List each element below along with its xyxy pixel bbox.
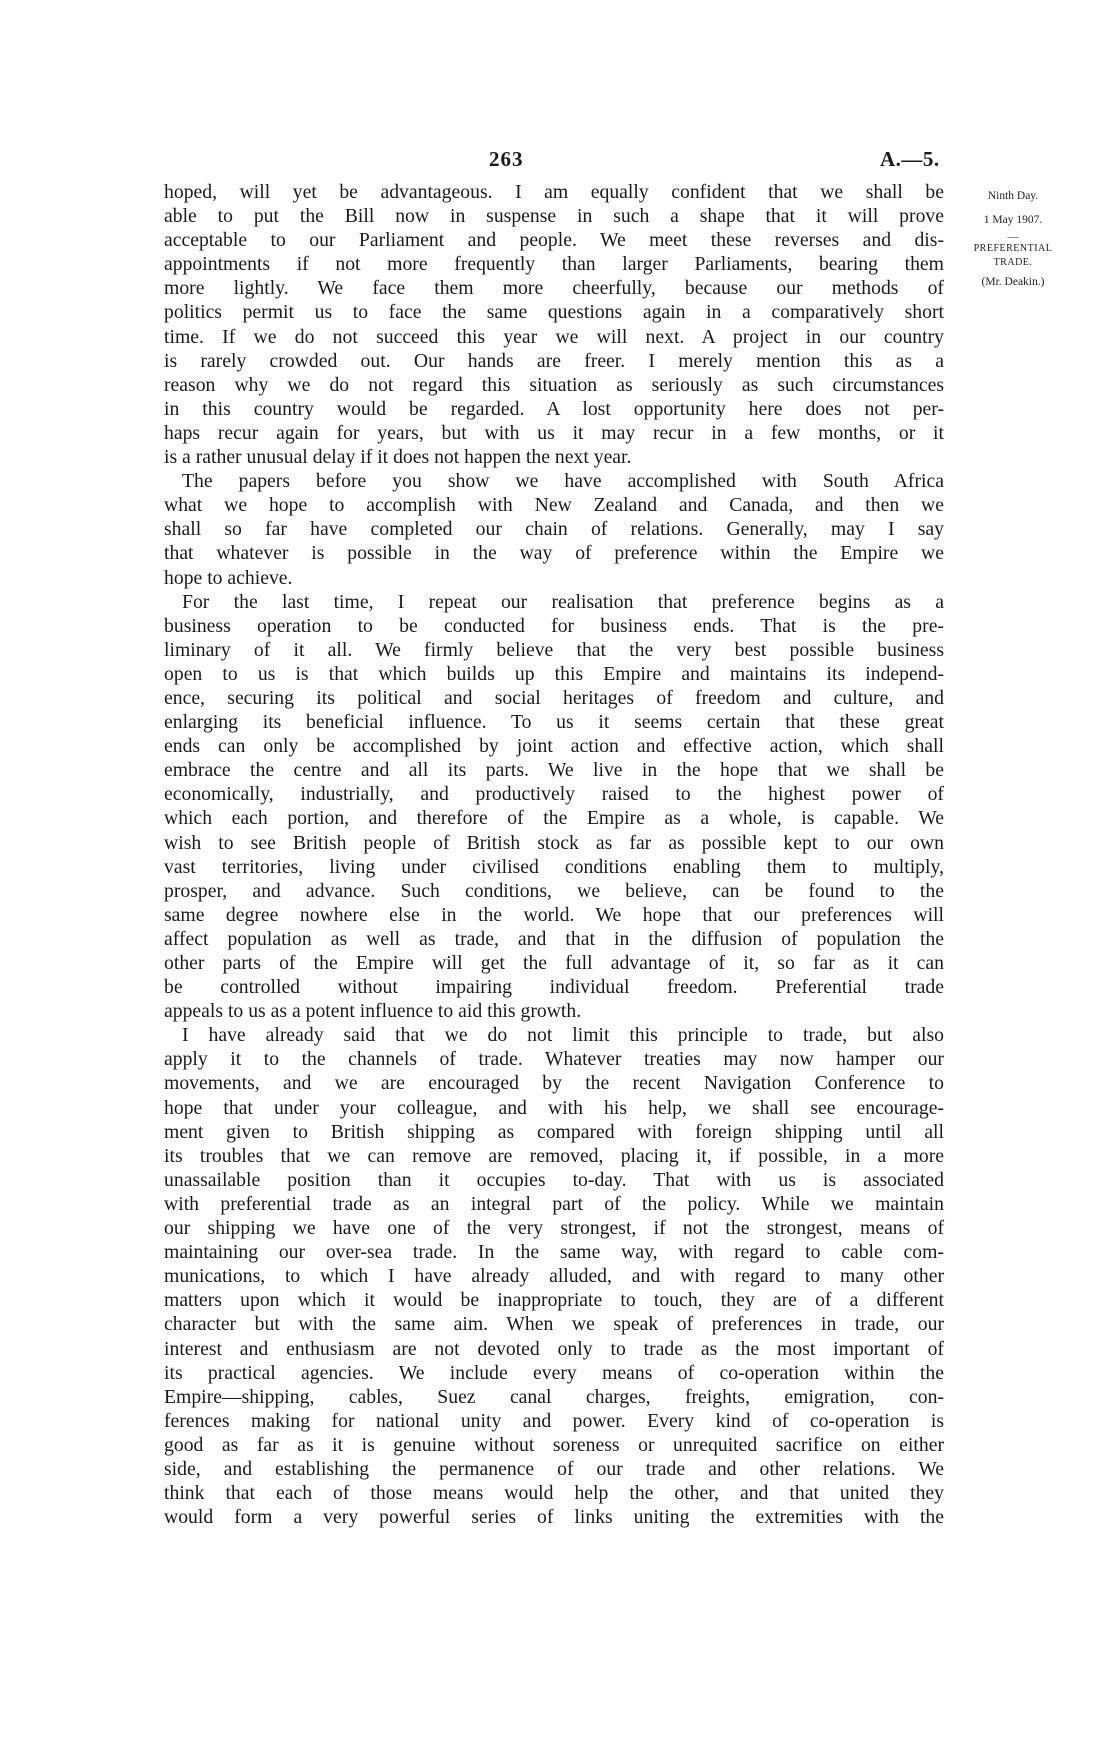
margin-note [958,184,1068,294]
text-line: economically, industrially, and productively raised to the highest power of [164,783,944,806]
text-line: For the last time, I repeat our realisation that preference begins as a [182,590,944,613]
text-line: munications, to which I have already alluded, and with regard to many other [164,1265,944,1288]
text-line: movements, and we are encouraged by the recent Navigation Conference to [164,1072,944,1095]
text-line: wish to see British people of British stock as far as possible kept to our own [164,831,944,854]
text-line: able to put the Bill now in suspense in such a shape that it will prove [164,205,944,228]
text-line: character but with the same aim. When we speak of preferences in trade, our [164,1313,944,1336]
text-line: ment given to British shipping as compared with foreign shipping until all [164,1120,944,1143]
text-line: unassailable position than it occupies to-day. That with us is associated [164,1168,944,1191]
text-line: be controlled without impairing individual freedom. Preferential trade [164,976,944,999]
text-line: The papers before you show we have accomplished with South Africa [182,470,944,493]
text-line: would form a very powerful series of links uniting the extremities with the [164,1506,944,1529]
page-header [0,147,1114,175]
text-line: its troubles that we can remove are removed, placing it, if possible, in a more [164,1144,944,1167]
text-line: politics permit us to face the same questions again in a comparatively short [164,301,944,324]
text-line: in this country would be regarded. A lost opportunity here does not per- [164,397,944,420]
text-line: open to us is that which builds up this Empire and maintains its independ- [164,662,944,685]
text-line: time. If we do not succeed this year we will next. A project in our country [164,325,944,348]
text-line: maintaining our over-sea trade. In the same way, with regard to cable com- [164,1241,944,1264]
text-line: interest and enthusiasm are not devoted only to trade as the most important of [164,1337,944,1360]
text-line: side, and establishing the permanence of our trade and other relations. We [164,1457,944,1480]
text-line: with preferential trade as an integral part of the policy. While we maintain [164,1192,944,1215]
text-line: embrace the centre and all its parts. We live in the hope that we shall be [164,759,944,782]
text-line: hoped, will yet be advantageous. I am equally confident that we shall be [164,181,944,203]
text-line: shall so far have completed our chain of relations. Generally, may I say [164,518,944,541]
text-line: apply it to the channels of trade. Whatever treaties may now hamper our [164,1048,944,1071]
text-line: is a rather unusual delay if it does not happen the next year. [164,446,632,469]
text-line: ferences making for national unity and power. Every kind of co-operation is [164,1409,944,1432]
body-text [164,180,944,1529]
text-line: haps recur again for years, but with us it may recur in a few months, or it [164,421,944,444]
text-line: Empire—shipping, cables, Suez canal charges, freights, emigration, con- [164,1385,944,1408]
sidenote-topic-line2: TRADE. [993,257,1033,268]
text-line: other parts of the Empire will get the full advantage of it, so far as it can [164,952,944,974]
text-line: ends can only be accomplished by joint action and effective action, which shall [164,735,944,758]
text-line: is rarely crowded out. Our hands are freer. I merely mention this as a [164,349,944,372]
text-line: enlarging its beneficial influence. To us it seems certain that these great [164,711,944,734]
text-line: prosper, and advance. Such conditions, we believe, can be found to the [164,879,944,902]
text-line: which each portion, and therefore of the Empire as a whole, is capable. We [164,807,944,830]
document-code: A.—5. [880,147,940,171]
sidenote-topic-line1: PREFERENTIAL [973,243,1053,254]
text-line: hope to achieve. [164,566,293,589]
text-line: vast territories, living under civilised conditions enabling them to multiply, [164,855,944,878]
text-line: what we hope to accomplish with New Zealand and Canada, and then we [164,494,944,517]
text-line: hope that under your colleague, and with his help, we shall see encourage- [164,1096,944,1119]
sidenote-day: Ninth Day. [987,190,1039,202]
text-line: good as far as it is genuine without soreness or unrequited sacrifice on either [164,1433,944,1456]
text-line: liminary of it all. We firmly believe that the very best possible business [164,638,944,661]
text-line: our shipping we have one of the very strongest, if not the strongest, means of [164,1217,944,1240]
text-line: ence, securing its political and social heritages of freedom and culture, and [164,686,944,709]
text-line: think that each of those means would help the other, and that united they [164,1482,944,1505]
text-line: acceptable to our Parliament and people. We meet these reverses and dis- [164,229,944,252]
text-line: I have already said that we do not limit this principle to trade, but also [182,1024,944,1047]
sidenote-dash: — [1007,231,1019,243]
text-line: reason why we do not regard this situation as seriously as such circumstances [164,373,944,396]
text-line: matters upon which it would be inappropriate to touch, they are of a different [164,1289,944,1312]
page-number: 263 [489,147,524,171]
text-line: appeals to us as a potent influence to aid this growth. [164,1000,582,1023]
text-line: its practical agencies. We include every means of co-operation within the [164,1361,944,1384]
text-line: business operation to be conducted for business ends. That is the pre- [164,614,944,637]
text-line: that whatever is possible in the way of preference within the Empire we [164,542,944,565]
text-line: more lightly. We face them more cheerfully, because our methods of [164,277,944,300]
sidenote-date: 1 May 1907. [983,214,1043,226]
text-line: affect population as well as trade, and that in the diffusion of population the [164,927,944,950]
text-line: appointments if not more frequently than larger Parliaments, bearing them [164,253,944,276]
sidenote-speaker: (Mr. Deakin.) [981,276,1045,288]
text-line: same degree nowhere else in the world. We hope that our preferences will [164,903,944,926]
